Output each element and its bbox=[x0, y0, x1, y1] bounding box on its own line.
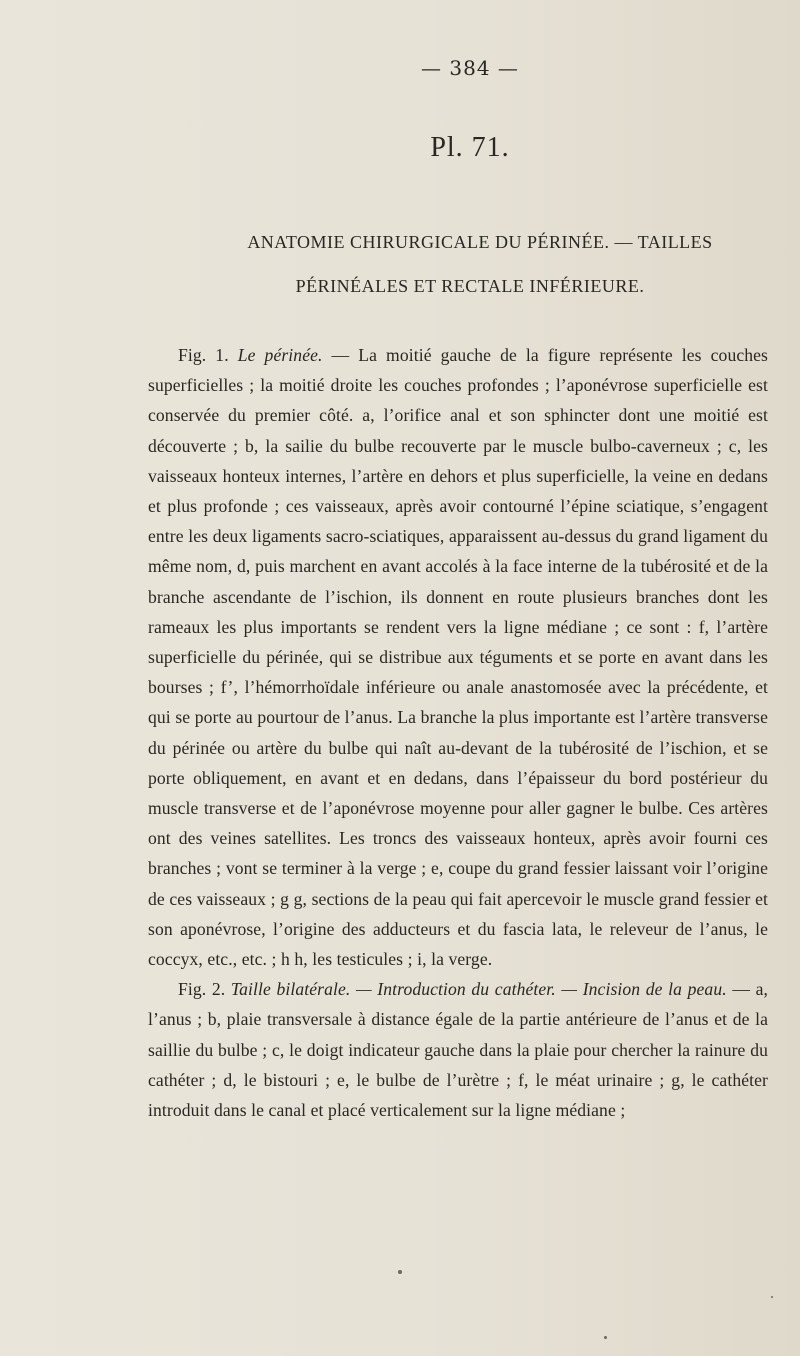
figure-1-heading: Le périnée. bbox=[237, 345, 323, 365]
figure-1-label: Fig. 1. bbox=[178, 345, 229, 365]
figure-2-label: Fig. 2. bbox=[178, 979, 226, 1000]
plate-title bbox=[175, 220, 785, 308]
plate-title-line-2: PÉRINÉALES ET RECTALE INFÉRIEURE. bbox=[295, 276, 645, 296]
ink-speck bbox=[771, 1296, 773, 1298]
page-number: — 384 — bbox=[421, 56, 519, 80]
figure-1-paragraph bbox=[148, 340, 768, 974]
caption-body bbox=[148, 340, 768, 1125]
ink-speck bbox=[604, 1336, 607, 1339]
figure-2-heading: Taille bilatérale. — Introduction du cathéter. — Incision de la peau. bbox=[230, 979, 727, 1000]
figure-2-paragraph bbox=[148, 974, 768, 1125]
plate-number: Pl. 71. bbox=[430, 132, 510, 163]
ink-speck bbox=[398, 1270, 402, 1274]
figure-2-text: — a, l’anus ; b, plaie transversale à distance égale de la partie antérieure de l’anus et de la saillie du bulbe ; c, le doigt indicateur gauche dans la plaie pour chercher la rainure du cathéter ; d, le bistouri ; e, le bulbe de l’urètre ; f, le méat urinaire ; g, le cathéter introduit dans le canal et placé verticalement sur la ligne médiane ; bbox=[148, 979, 769, 1121]
plate-title-line-1: ANATOMIE CHIRURGICALE DU PÉRINÉE. — TAILLES bbox=[247, 232, 713, 252]
figure-1-text: — La moitié gauche de la figure représente les couches superficielles ; la moitié droite les couches profondes ; l’aponévrose superficielle est conservée du premier côté. a, l’orifice anal et son sphincter dont une moitié est découverte ; b, la sailie du bulbe recouverte par le muscle bulbo-caverneux ; c, les vaisseaux honteux internes, l’artère en dehors et plus superficielle, la veine en dedans et plus profonde ; ces vaisseaux, après avoir contourné l’épine sciatique, s’engagent entre les deux ligaments sacro-sciatiques, apparaissent au-dessus du grand ligament du même nom, d, puis marchent en avant accolés à la face interne de la tubérosité et de la branche ascendante de l’ischion, ils donnent en route plusieurs branches dont les rameaux les plus importants se rendent vers la ligne médiane ; ce sont : f, l’artère superficielle du périnée, qui se distribue aux téguments et se porte en avant dans les bourses ; f’, l’hémorrhoïdale inférieure ou anale anastomosée avec la précédente, et qui se porte au pourtour de l’anus. La branche la plus importante est l’artère transverse du périnée ou artère du bulbe qui naît au-devant de la tubérosité de l’ischion, et se porte obliquement, en avant et en dedans, dans l’épaisseur du bord postérieur du muscle transverse et de l’aponévrose moyenne pour aller gagner le bulbe. Ces artères ont des veines satellites. Les troncs des vaisseaux honteux, après avoir fourni ces branches ; vont se terminer à la verge ; e, coupe du grand fessier laissant voir l’origine de ces vaisseaux ; g g, sections de la peau qui fait apercevoir le muscle grand fessier et son aponévrose, l’origine des adducteurs et du fascia lata, le releveur de l’anus, le coccyx, etc., etc. ; h h, les testicules ; i, la verge. bbox=[148, 345, 768, 970]
